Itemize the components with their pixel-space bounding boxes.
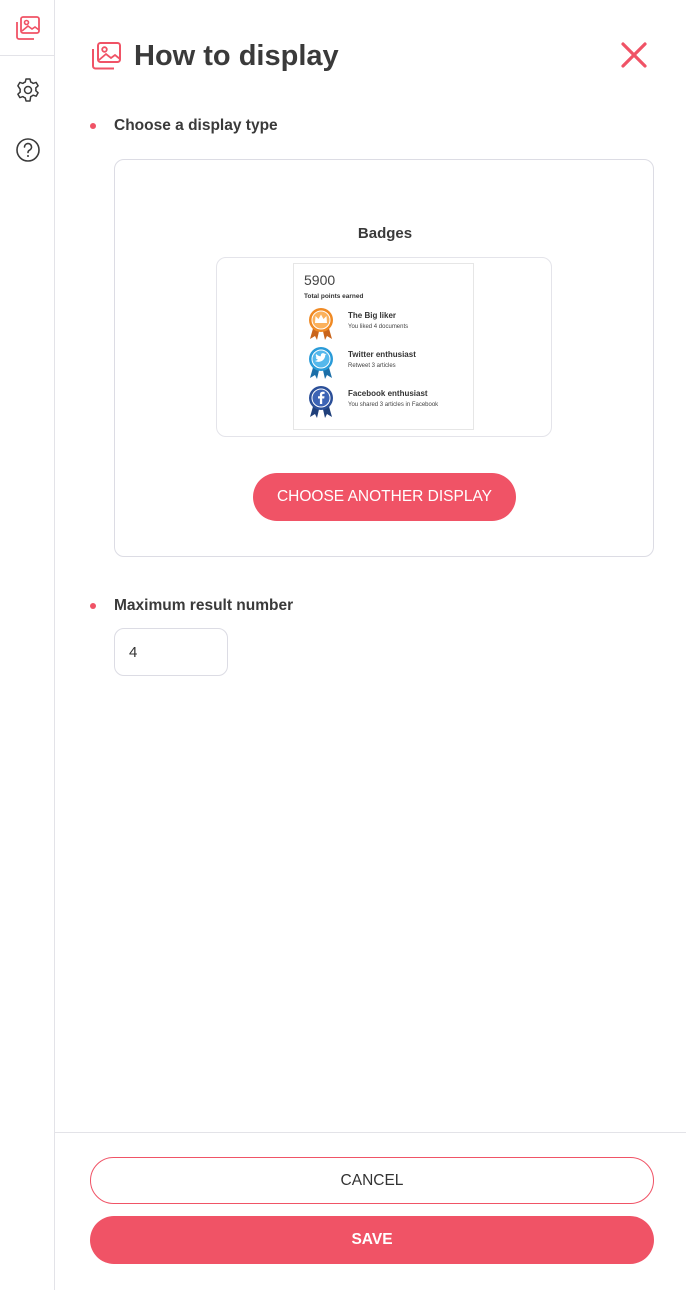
twitter-badge-icon: [304, 344, 338, 380]
sidebar-item-settings[interactable]: [0, 62, 55, 118]
preview-badge-row: [304, 383, 469, 421]
badge-name: Twitter enthusiast: [348, 350, 416, 359]
max-results-label: Maximum result number: [114, 597, 294, 614]
crown-badge-icon: [304, 305, 338, 341]
close-icon: [620, 41, 648, 69]
facebook-badge-icon: [304, 383, 338, 419]
preview-badge-row: [304, 305, 469, 343]
cancel-button[interactable]: CANCEL: [90, 1157, 654, 1204]
display-type-label: Choose a display type: [114, 117, 278, 134]
badge-name: Facebook enthusiast: [348, 389, 428, 398]
image-icon: [90, 41, 122, 71]
bullet: [90, 603, 96, 609]
sidebar-rail: [0, 0, 55, 1290]
footer-divider: [55, 1132, 686, 1133]
badge-description: Retweet 3 articles: [348, 363, 396, 369]
badges-preview: [293, 263, 474, 430]
image-icon: [14, 14, 42, 42]
close-button[interactable]: [617, 38, 651, 72]
preview-total-points-label: Total points earned: [304, 293, 364, 300]
badge-description: You liked 4 documents: [348, 324, 409, 330]
help-icon: [15, 137, 41, 163]
choose-another-display-button[interactable]: CHOOSE ANOTHER DISPLAY: [253, 473, 516, 521]
bullet: [90, 123, 96, 129]
gear-icon: [15, 77, 41, 103]
display-type-card: [114, 159, 654, 557]
save-button[interactable]: SAVE: [90, 1216, 654, 1264]
max-results-input[interactable]: [114, 628, 228, 676]
badge-description: You shared 3 articles in Facebook: [348, 402, 439, 408]
preview-total-points: 5900: [304, 272, 336, 288]
selected-display-name: Badges: [357, 225, 413, 242]
sidebar-item-help[interactable]: [0, 122, 55, 178]
sidebar-item-display[interactable]: [0, 0, 55, 56]
preview-badge-row: [304, 344, 469, 382]
display-preview-frame: [216, 257, 552, 437]
page-title: How to display: [134, 40, 339, 72]
badge-name: The Big liker: [348, 311, 397, 320]
